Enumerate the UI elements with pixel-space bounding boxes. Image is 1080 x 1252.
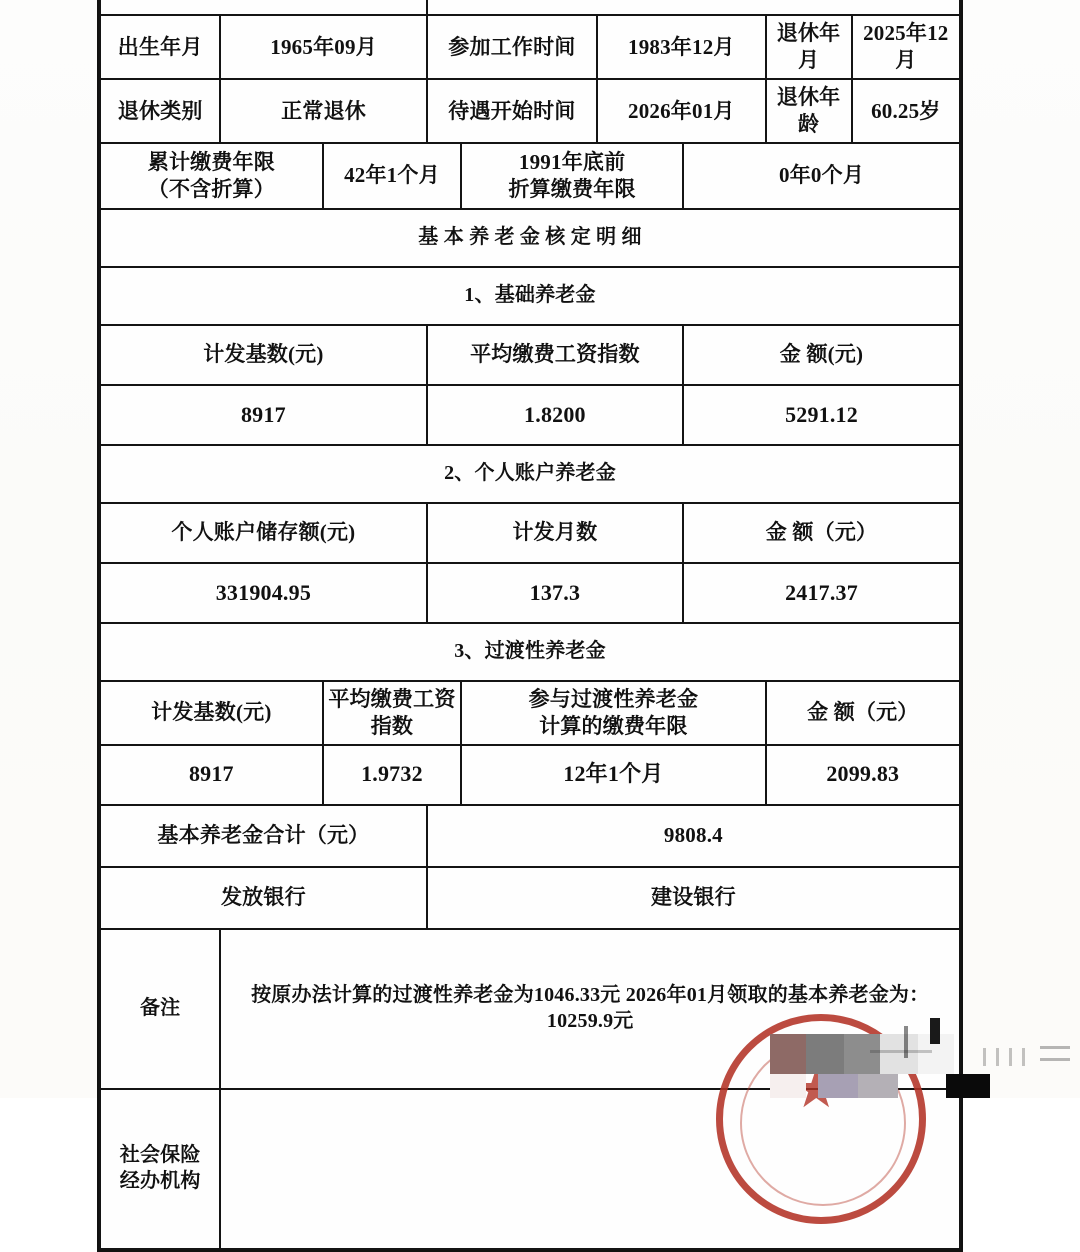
agency-seal-area bbox=[220, 1089, 960, 1249]
section3-header-base: 计发基数(元) bbox=[100, 681, 323, 745]
smudge-stroke bbox=[996, 1048, 999, 1066]
table-row-section1-values bbox=[100, 385, 960, 445]
section2-header-balance: 个人账户储存额(元) bbox=[100, 503, 427, 563]
section3-header-amount: 金 额（元） bbox=[766, 681, 960, 745]
label-birth-date: 出生年月 bbox=[100, 15, 220, 79]
document-table bbox=[99, 0, 961, 1250]
section2-title: 2、个人账户养老金 bbox=[100, 445, 960, 503]
table-row-agency bbox=[100, 1089, 960, 1249]
section3-value-base: 8917 bbox=[100, 745, 323, 805]
table-row-birth-work-retire bbox=[100, 15, 960, 79]
bank-label: 发放银行 bbox=[100, 867, 427, 929]
total-value: 9808.4 bbox=[427, 805, 960, 867]
section2-header-months: 计发月数 bbox=[427, 503, 683, 563]
value-pre1991-years: 0年0个月 bbox=[683, 143, 960, 209]
clipped-cell-right bbox=[427, 0, 960, 15]
table-row-section3-title bbox=[100, 623, 960, 681]
table-row-section1-title bbox=[100, 267, 960, 325]
label-total-years-line1: 累计缴费年限 bbox=[104, 149, 319, 176]
remarks-text: 按原办法计算的过渡性养老金为1046.33元 2026年01月领取的基本养老金为：10259.9元 bbox=[220, 929, 960, 1089]
table-row-remarks bbox=[100, 929, 960, 1089]
label-work-start: 参加工作时间 bbox=[427, 15, 597, 79]
value-retire-date: 2025年12月 bbox=[852, 15, 960, 79]
table-row-bank bbox=[100, 867, 960, 929]
section3-title: 3、过渡性养老金 bbox=[100, 623, 960, 681]
smudge-stroke bbox=[1009, 1048, 1012, 1066]
label-retire-age: 退休年龄 bbox=[766, 79, 852, 143]
section3-header-years bbox=[461, 681, 765, 745]
clipped-cell-left bbox=[100, 0, 427, 15]
label-retire-type: 退休类别 bbox=[100, 79, 220, 143]
value-benefit-start: 2026年01月 bbox=[597, 79, 766, 143]
smudge-stroke bbox=[1022, 1048, 1025, 1066]
main-section-title: 基 本 养 老 金 核 定 明 细 bbox=[100, 209, 960, 267]
section1-title: 1、基础养老金 bbox=[100, 267, 960, 325]
section2-value-balance: 331904.95 bbox=[100, 563, 427, 623]
value-birth-date: 1965年09月 bbox=[220, 15, 426, 79]
table-row-main-title bbox=[100, 209, 960, 267]
table-row-section3-headers bbox=[100, 681, 960, 745]
table-row-type-benefit-age bbox=[100, 79, 960, 143]
agency-label-line2: 经办机构 bbox=[104, 1169, 216, 1195]
smudge-stroke bbox=[1040, 1058, 1070, 1061]
section1-header-base: 计发基数(元) bbox=[100, 325, 427, 385]
total-label: 基本养老金合计（元） bbox=[100, 805, 427, 867]
label-total-years-line2: （不含折算） bbox=[104, 176, 319, 203]
table-row-section2-headers bbox=[100, 503, 960, 563]
section3-value-index: 1.9732 bbox=[323, 745, 461, 805]
section3-value-amount: 2099.83 bbox=[766, 745, 960, 805]
smudge-stroke bbox=[1040, 1046, 1070, 1049]
table-row-total bbox=[100, 805, 960, 867]
bank-value: 建设银行 bbox=[427, 867, 960, 929]
section3-header-years-line1: 参与过渡性养老金 bbox=[465, 686, 761, 713]
table-row-section2-title bbox=[100, 445, 960, 503]
label-total-years bbox=[100, 143, 323, 209]
section1-value-index: 1.8200 bbox=[427, 385, 683, 445]
table-row-section3-values bbox=[100, 745, 960, 805]
agency-label-line1: 社会保险 bbox=[104, 1143, 216, 1169]
label-benefit-start: 待遇开始时间 bbox=[427, 79, 597, 143]
label-pre1991-years bbox=[461, 143, 683, 209]
section2-value-amount: 2417.37 bbox=[683, 563, 960, 623]
section3-value-years: 12年1个月 bbox=[461, 745, 765, 805]
table-row-section2-values bbox=[100, 563, 960, 623]
label-retire-date: 退休年月 bbox=[766, 15, 852, 79]
section3-header-index: 平均缴费工资指数 bbox=[323, 681, 461, 745]
value-retire-type: 正常退休 bbox=[220, 79, 426, 143]
pension-approval-table bbox=[97, 0, 963, 1252]
table-row-section1-headers bbox=[100, 325, 960, 385]
smudge-stroke bbox=[983, 1048, 986, 1066]
label-pre1991-line2: 折算缴费年限 bbox=[465, 176, 679, 203]
section1-header-index: 平均缴费工资指数 bbox=[427, 325, 683, 385]
section1-value-base: 8917 bbox=[100, 385, 427, 445]
value-work-start: 1983年12月 bbox=[597, 15, 766, 79]
value-total-years: 42年1个月 bbox=[323, 143, 461, 209]
section2-value-months: 137.3 bbox=[427, 563, 683, 623]
section2-header-amount: 金 额（元） bbox=[683, 503, 960, 563]
section3-header-years-line2: 计算的缴费年限 bbox=[465, 713, 761, 740]
label-pre1991-line1: 1991年底前 bbox=[465, 149, 679, 176]
table-row-contribution-years bbox=[100, 143, 960, 209]
agency-label bbox=[100, 1089, 220, 1249]
remarks-label: 备注 bbox=[100, 929, 220, 1089]
value-retire-age: 60.25岁 bbox=[852, 79, 960, 143]
table-row-clipped-top bbox=[100, 0, 960, 15]
section1-header-amount: 金 额(元) bbox=[683, 325, 960, 385]
section1-value-amount: 5291.12 bbox=[683, 385, 960, 445]
